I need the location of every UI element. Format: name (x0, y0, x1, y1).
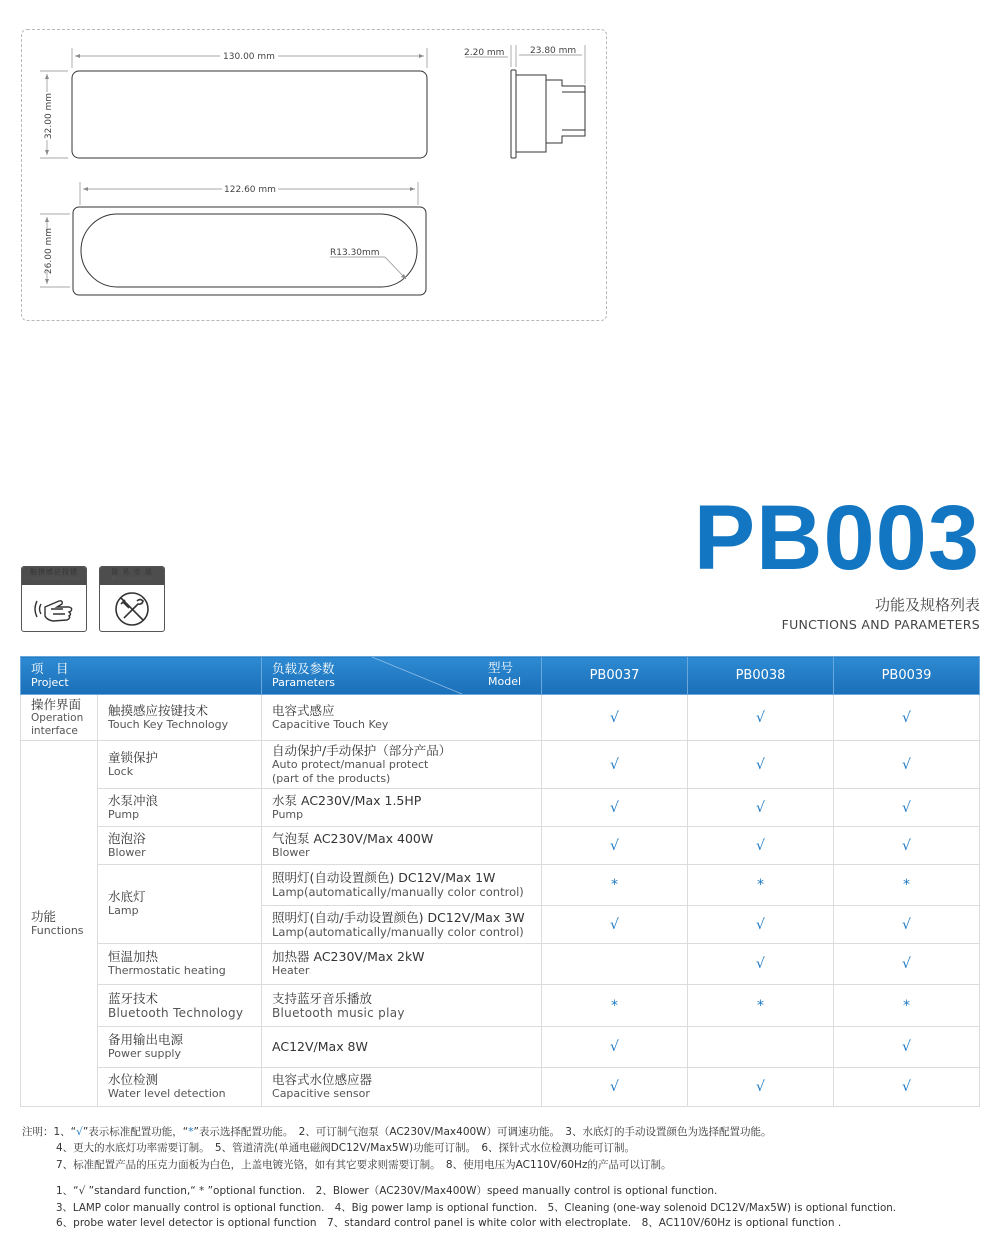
group-functions-en: Functions (31, 923, 84, 937)
subtitle-en: FUNCTIONS AND PARAMETERS (781, 617, 980, 632)
mark-cell: √ (542, 1027, 688, 1068)
item-en: Touch Key Technology (108, 717, 229, 731)
param-en: Bluetooth music play (272, 1005, 405, 1020)
item-en: Thermostatic heating (108, 964, 226, 977)
header-param-en: Parameters (272, 675, 335, 689)
dim-height-label: 32.00 mm (44, 92, 54, 140)
mark-cell: √ (834, 944, 980, 985)
mark-cell: √ (834, 695, 980, 741)
item-en: Bluetooth Technology (108, 1005, 244, 1020)
subtitle-cn: 功能及规格列表 (874, 596, 980, 614)
row-param (262, 944, 542, 985)
mark-cell: √ (542, 906, 688, 944)
technical-drawing (0, 0, 1000, 330)
param-cn: 加热器 AC230V/Max 2kW (272, 949, 425, 964)
dim-inner-height-label: 26.00 mm (44, 227, 54, 275)
param-en: Pump (272, 807, 304, 821)
table-row (21, 944, 980, 985)
dim-flange-label: 2.20 mm (464, 48, 505, 58)
table-header-row (21, 657, 980, 695)
param-cn: 自动保护/手动保护（部分产品） (272, 742, 452, 758)
note-cn-line-3: 7、标准配置产品的压克力面板为白色，上盖电镀光铬，如有其它要求则需要订制。 8、使用电压为AC110V/60Hz的产品可以订制。 (56, 1159, 672, 1171)
no-tools-icon (107, 589, 157, 629)
header-parameters (262, 657, 542, 695)
mark-cell: * (542, 865, 688, 906)
param-en: Auto protect/manual protect (272, 757, 429, 771)
mark-cell: √ (542, 1068, 688, 1107)
note-cn-line-2: 4、更大的水底灯功率需要订制。 5、管道清洗(单通电磁阀DC12V/Max5W)功能可订制。 6、探针式水位检测功能可订制。 (56, 1142, 636, 1154)
group-functions-cn: 功能 (31, 908, 57, 924)
item-en: Power supply (108, 1047, 181, 1060)
group-operation-en: Operation interface (31, 711, 84, 737)
param-en: Capacitive sensor (272, 1087, 370, 1100)
param-cn: 气泡泵 AC230V/Max 400W (272, 830, 434, 846)
row-param (262, 906, 542, 944)
table-row (21, 695, 980, 741)
row-param (262, 865, 542, 906)
item-en: Pump (108, 807, 140, 821)
table-row (21, 827, 980, 865)
mark-cell: √ (688, 906, 834, 944)
item-cn: 水底灯 (108, 889, 146, 904)
param-en: Lamp(automatically/manually color control) (272, 885, 524, 899)
item-en: Water level detection (108, 1087, 226, 1100)
mark-cell: √ (834, 789, 980, 827)
mark-cell: √ (542, 827, 688, 865)
header-project-en: Project (31, 675, 69, 689)
row-param (262, 1027, 542, 1068)
note-check-mark: √ (76, 1126, 83, 1138)
param-en: Capacitive Touch Key (272, 717, 389, 731)
group-operation-cn: 操作界面 (31, 696, 82, 712)
header-model-cn: 型号 (487, 660, 513, 675)
mark-cell: √ (834, 1027, 980, 1068)
row-param (262, 985, 542, 1027)
mark-cell: √ (542, 789, 688, 827)
mark-cell: * (834, 985, 980, 1027)
row-item (98, 1027, 262, 1068)
mark-cell: √ (688, 695, 834, 741)
panel-front-outline (72, 71, 427, 158)
param-en: Lamp(automatically/manually color control) (272, 924, 524, 939)
touch-hand-icon (29, 589, 79, 629)
item-en: Blower (108, 845, 146, 859)
mark-cell: * (834, 865, 980, 906)
row-item (98, 1068, 262, 1107)
row-param (262, 789, 542, 827)
param-cn: 电容式感应 (272, 702, 335, 718)
model-title: PB003 (693, 487, 980, 589)
item-cn: 水位检测 (108, 1072, 159, 1087)
header-model-3: PB0039 (834, 657, 980, 695)
dim-depth-label: 23.80 mm (530, 46, 577, 56)
row-item (98, 985, 262, 1027)
group-functions (21, 741, 98, 1107)
feature-card-touch-key (21, 566, 87, 632)
row-item (98, 827, 262, 865)
table-row (21, 1068, 980, 1107)
item-en: Lamp (108, 904, 139, 917)
mark-cell: √ (834, 827, 980, 865)
dim-width-label: 130.00 mm (223, 52, 275, 62)
item-en: Lock (108, 764, 134, 778)
param-en: Heater (272, 964, 310, 977)
feature-install-cn: 简 易 安 装 (111, 568, 153, 576)
feature-card-easy-install (99, 566, 165, 632)
mark-cell (542, 944, 688, 985)
param-en: Blower (272, 845, 310, 859)
table-row (21, 865, 980, 906)
item-cn: 备用输出电源 (108, 1032, 184, 1047)
mark-cell: √ (834, 1068, 980, 1107)
param-cn: 照明灯(自动/手动设置颜色) DC12V/Max 3W (272, 909, 525, 925)
group-operation (21, 695, 98, 741)
header-model-2: PB0038 (688, 657, 834, 695)
item-cn: 恒温加热 (108, 949, 159, 964)
row-param (262, 741, 542, 789)
note-en-line-1: 1、“√ ”standard function,“ * ”optional function. 2、Blower（AC230V/Max400W）speed manually control is optional function. (56, 1185, 718, 1197)
item-cn: 泡泡浴 (108, 830, 146, 846)
note-cn-line-1 (22, 1124, 772, 1139)
mark-cell: √ (834, 906, 980, 944)
note-en-line-3: 6、probe water level detector is optional function 7、standard control panel is white color with electroplate. 8、AC110V/60Hz is optional function . (56, 1217, 842, 1229)
note-text: ”表示标准配置功能，“ (82, 1126, 189, 1138)
mark-cell: √ (688, 789, 834, 827)
mark-cell: √ (834, 741, 980, 789)
feature-touch-en: Capacitive Touch Key (27, 576, 81, 582)
note-en-line-2: 3、LAMP color manually control is optional function. 4、Big power lamp is optional function. 5、Cleaning (one-way solenoid DC12V/Max5W) is optional function. (56, 1202, 897, 1214)
spec-table (20, 656, 980, 1107)
row-param (262, 827, 542, 865)
param-cn: 支持蓝牙音乐播放 (272, 990, 373, 1006)
note-text: ”表示选择配置功能。 2、可订制气泡泵（AC230V/Max400W）可调速功能。 3、水底灯的手动设置颜色为选择配置功能。 (193, 1126, 772, 1138)
feature-touch-cn: 触摸感应按键 (30, 568, 78, 576)
mark-cell: √ (688, 1068, 834, 1107)
dim-radius-label: R13.30mm (330, 248, 380, 258)
item-cn: 童锁保护 (108, 749, 159, 765)
mark-cell: √ (688, 944, 834, 985)
header-model-en: Model (487, 675, 522, 688)
row-item (98, 865, 262, 944)
header-project-cn: 项 目 (31, 660, 69, 676)
mark-cell: * (688, 985, 834, 1027)
param-en-2: (part of the products) (272, 771, 391, 785)
feature-install-en: Easy installation (111, 576, 153, 582)
row-param (262, 1068, 542, 1107)
note-star-mark: * (188, 1126, 194, 1138)
table-row (21, 1027, 980, 1068)
table-row (21, 789, 980, 827)
row-item (98, 695, 262, 741)
param-cn: 水泵 AC230V/Max 1.5HP (272, 792, 422, 808)
table-row (21, 741, 980, 789)
param-cn: AC12V/Max 8W (272, 1039, 368, 1054)
param-cn: 照明灯(自动设置颜色) DC12V/Max 1W (272, 870, 496, 885)
header-model-1: PB0037 (542, 657, 688, 695)
item-cn: 蓝牙技术 (108, 990, 159, 1006)
row-item (98, 741, 262, 789)
mark-cell: * (542, 985, 688, 1027)
mark-cell: √ (542, 695, 688, 741)
mark-cell (688, 1027, 834, 1068)
item-cn: 水泵冲浪 (108, 792, 159, 808)
mark-cell: √ (542, 741, 688, 789)
mark-cell: √ (688, 741, 834, 789)
dim-inner-width-label: 122.60 mm (224, 185, 276, 195)
item-cn: 触摸感应按键技术 (108, 702, 209, 718)
mark-cell: √ (688, 827, 834, 865)
row-item (98, 944, 262, 985)
mark-cell: * (688, 865, 834, 906)
row-param (262, 695, 542, 741)
header-project (21, 657, 262, 695)
table-row (21, 985, 980, 1027)
note-text: 注明：1、“ (22, 1126, 77, 1138)
row-item (98, 789, 262, 827)
header-param-cn: 负载及参数 (272, 660, 335, 676)
param-cn: 电容式水位感应器 (272, 1072, 373, 1087)
